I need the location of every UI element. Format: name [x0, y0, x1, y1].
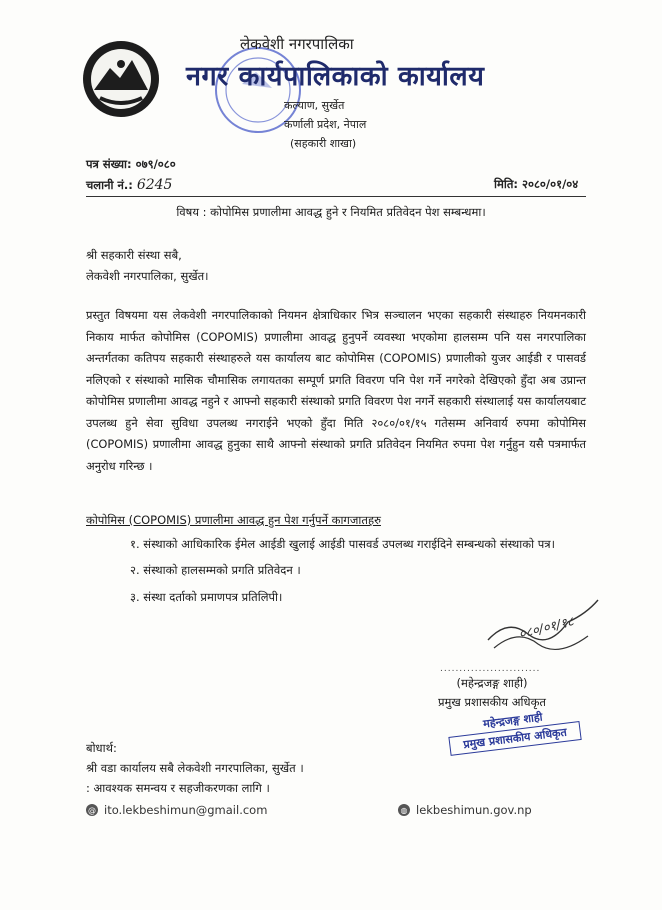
dispatch-value: 6245 [136, 177, 173, 193]
signer-title: प्रमुख प्रशासकीय अधिकृत [438, 695, 546, 709]
addressee-line: श्री सहकारी संस्था सबै, [86, 248, 182, 262]
email-icon: @ [88, 805, 96, 815]
documents-heading: कोपोमिस (COPOMIS) प्रणालीमा आवद्ध हुन पेश गर्नुपर्ने कागजातहरु [86, 513, 381, 527]
letter-number: पत्र संख्या: ०७९/०८० [86, 157, 176, 171]
list-item: १. संस्थाको आधिकारिक ईमेल आईडी खुलाई आईडी पासवर्ड उपलब्ध गराईदिने सम्बन्धको संस्थाको पत्र। [130, 537, 555, 551]
office-title: नगर कार्यपालिकाको कार्यालय [186, 61, 485, 92]
footer-website [398, 803, 532, 817]
letter-date: मिति: २०८०/०१/०४ [494, 177, 579, 191]
subject-line: विषय : कोपोमिस प्रणालीमा आवद्ध हुने र नियमित प्रतिवेदन पेश सम्बन्धमा। [176, 205, 486, 219]
address-line: कर्णाली प्रदेश, नेपाल [284, 118, 367, 131]
signature-date: ०८०/०१/१८ [517, 614, 576, 643]
seal-name: महेन्द्रजङ्ग शाही [482, 710, 544, 731]
cc-label: बोधार्थ: [86, 741, 117, 755]
signature-line: .......................... [440, 664, 541, 674]
globe-icon: ◍ [398, 804, 410, 816]
list-item: २. संस्थाको हालसम्मको प्रगति प्रतिवेदन । [130, 563, 301, 577]
header-divider [86, 196, 586, 197]
nepal-emblem-icon [80, 38, 162, 120]
office-address [284, 96, 366, 153]
municipality-name: लेकवेशी नगरपालिका [240, 35, 354, 53]
cc-line: : आवश्यक समन्वय र सहजीकरणका लागि । [86, 781, 270, 795]
list-item: ३. संस्था दर्ताको प्रमाणपत्र प्रतिलिपी। [130, 590, 283, 604]
cc-block [86, 738, 304, 798]
signer-name: (महेन्द्रजङ्ग शाही) [456, 676, 528, 690]
addressee-line: लेकवेशी नगरपालिका, सुर्खेत। [86, 269, 209, 283]
signer-block [438, 674, 546, 712]
address-line: कल्याण, सुर्खेत [284, 99, 345, 112]
section-name: (सहकारी शाखा) [290, 137, 357, 150]
website-text: lekbeshimun.gov.np [416, 803, 532, 817]
footer-email [86, 803, 267, 817]
email-text: ito.lekbeshimun@gmail.com [104, 803, 268, 817]
dispatch-label: चलानी नं.: [86, 178, 133, 192]
dispatch-number [86, 177, 172, 193]
body-paragraph: प्रस्तुत विषयमा यस लेकवेशी नगरपालिकाको नियमन क्षेत्राधिकार भित्र सञ्चालन भएका सहकारी संस्थाहरु नियमनकारी निकाय मार्फत कोपोमिस (COPOMIS) प्रणालीमा आवद्ध हुनुपर्ने व्यवस्था भएकोमा हालसम्म पनि यस नगरपालिका अन्तर्गतका कतिपय सहकारी संस्थाहरुले यस कार्यालय बाट कोपोमिस (COPOMIS) प्रणालीको युजर आईडी र पासवर्ड नलिएको र संस्थाको मासिक चौमासिक लगायतका सम्पूर्ण प्रगति विवरण पनि पेश गर्ने नगरेको देखिएको हुँदा अब उप्रान्त कोपोमिस प्रणालीमा आवद्ध नहुने र आफ्नो सहकारी संस्थाको प्रगति विवरण पेश नगर्ने सहकारी संस्थालाई यस कार्यालयबाट उपलब्ध हुने सेवा सुविधा उपलब्ध नगराईने भएको हुँदा मिति २०८०/०१/१५ गतेसम्म अनिवार्य रुपमा कोपोमिस (COPOMIS) प्रणालीमा आवद्ध हुनुका साथै आफ्नो संस्थाको प्रगति प्रतिवेदन नियमित रुपमा पेश गर्नुहुन यसै पत्रमार्फत अनुरोध गरिन्छ । [86, 308, 586, 473]
seal-title: प्रमुख प्रशासकीय अधिकृत [448, 721, 581, 756]
addressee-block [86, 245, 209, 287]
cc-line: श्री वडा कार्यालय सबै लेकवेशी नगरपालिका, सुर्खेत । [86, 761, 304, 775]
